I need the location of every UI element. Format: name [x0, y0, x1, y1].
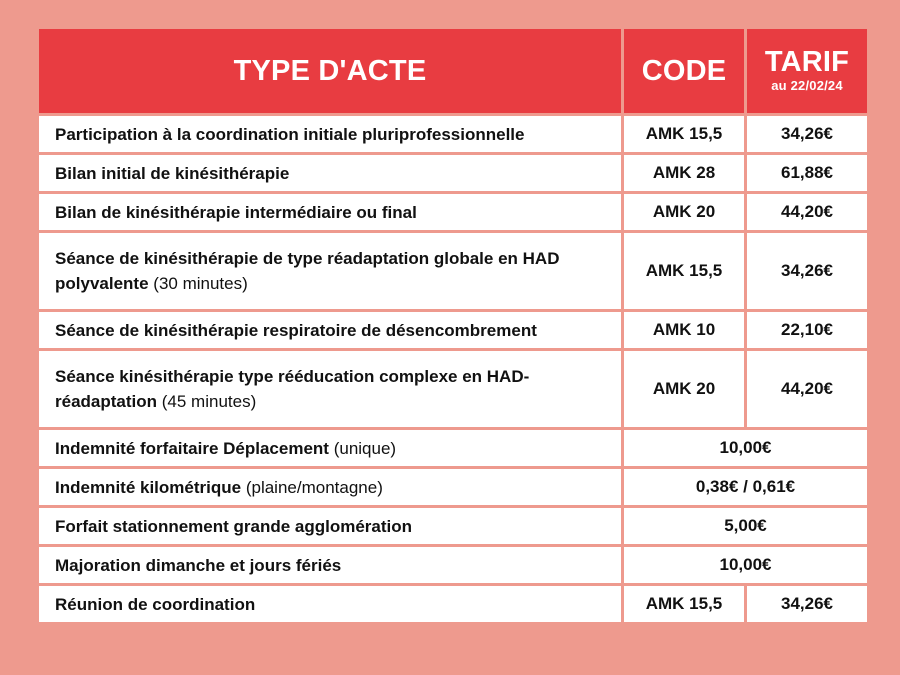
act-cell	[38, 429, 623, 468]
act-label: Séance de kinésithérapie de type réadaptation globale en HAD polyvalente	[55, 249, 560, 293]
act-label: Indemnité forfaitaire Déplacement	[55, 438, 329, 458]
act-label: Séance kinésithérapie type rééducation complexe en HAD-réadaptation	[55, 367, 530, 411]
code-cell: AMK 20	[623, 193, 746, 232]
tarif-cell: 22,10€	[746, 311, 869, 350]
code-cell: AMK 20	[623, 350, 746, 429]
act-cell	[38, 311, 623, 350]
table-row	[38, 546, 869, 585]
merged-tarif-cell: 10,00€	[623, 429, 869, 468]
act-label: Bilan initial de kinésithérapie	[55, 163, 290, 183]
act-cell	[38, 507, 623, 546]
act-label: Participation à la coordination initiale pluriprofessionnelle	[55, 124, 525, 144]
tarif-table	[36, 26, 870, 625]
act-cell	[38, 115, 623, 154]
merged-tarif-cell: 0,38€ / 0,61€	[623, 468, 869, 507]
act-cell	[38, 232, 623, 311]
act-cell	[38, 585, 623, 624]
header-type-acte: TYPE D'ACTE	[38, 28, 623, 115]
act-note: (plaine/montagne)	[245, 477, 383, 497]
act-note: (45 minutes)	[161, 392, 257, 411]
table-row	[38, 468, 869, 507]
code-cell: AMK 28	[623, 154, 746, 193]
table-row	[38, 507, 869, 546]
code-cell: AMK 15,5	[623, 115, 746, 154]
act-label: Réunion de coordination	[55, 594, 256, 614]
tarif-cell: 34,26€	[746, 115, 869, 154]
act-label: Indemnité kilométrique	[55, 477, 242, 497]
header-tarif-label: TARIF	[764, 46, 850, 78]
tarif-cell: 44,20€	[746, 350, 869, 429]
act-note: (30 minutes)	[153, 274, 248, 293]
table-row	[38, 193, 869, 232]
merged-tarif-cell: 10,00€	[623, 546, 869, 585]
merged-tarif-cell: 5,00€	[623, 507, 869, 546]
act-cell	[38, 350, 623, 429]
act-cell	[38, 193, 623, 232]
act-label: Majoration dimanche et jours fériés	[55, 555, 342, 575]
act-label: Bilan de kinésithérapie intermédiaire ou final	[55, 202, 417, 222]
tarif-cell: 61,88€	[746, 154, 869, 193]
table-row	[38, 154, 869, 193]
act-cell	[38, 468, 623, 507]
tarif-table-frame	[36, 26, 867, 628]
table-row	[38, 429, 869, 468]
act-cell	[38, 546, 623, 585]
header-tarif-date: au 22/02/24	[771, 78, 843, 93]
act-cell	[38, 154, 623, 193]
tarif-cell: 44,20€	[746, 193, 869, 232]
header-tarif	[746, 28, 869, 115]
act-note: (unique)	[333, 438, 397, 458]
code-cell: AMK 10	[623, 311, 746, 350]
table-header-row	[38, 28, 869, 115]
act-label: Séance de kinésithérapie respiratoire de désencombrement	[55, 320, 537, 340]
header-code: CODE	[623, 28, 746, 115]
tarif-cell: 34,26€	[746, 585, 869, 624]
tarif-cell: 34,26€	[746, 232, 869, 311]
table-row	[38, 350, 869, 429]
table-row	[38, 115, 869, 154]
table-row	[38, 311, 869, 350]
table-row	[38, 232, 869, 311]
act-label: Forfait stationnement grande agglomération	[55, 516, 413, 536]
code-cell: AMK 15,5	[623, 585, 746, 624]
table-row	[38, 585, 869, 624]
code-cell: AMK 15,5	[623, 232, 746, 311]
